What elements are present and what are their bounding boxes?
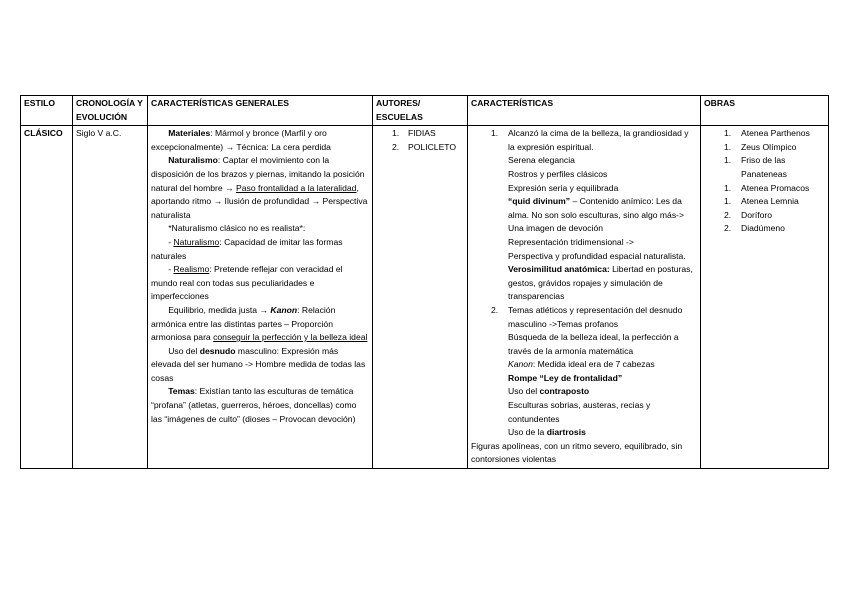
cell-caracteristicas (468, 126, 701, 469)
header-estilo: ESTILO (21, 96, 73, 126)
carac-item-2: 2. Temas atléticos y representación del desnudo masculino ->Temas profanos (491, 304, 683, 329)
carac-line: Representación tridimensional -> (508, 236, 634, 247)
header-caracteristicas-generales: CARACTERÍSTICAS GENERALES (148, 96, 373, 126)
list-item: 1. FIDIAS (392, 128, 436, 139)
carac-line: Esculturas sobrias, austeras, recias y contundentes (508, 400, 651, 424)
generales-equilibrio: Equilibrio, medida justa → Kanon: Relación armónica entre las distintas partes – Proporción armoniosa para conseguir la perfección y la belleza ideal (151, 304, 368, 343)
carac-line: Rostros y perfiles clásicos (508, 168, 608, 179)
carac-perspectiva: Perspectiva y profundidad espacial naturalista. Verosimilitud anatómica: Libertad en posturas, gestos, grávidos ropajes y simulación de transparencias (508, 250, 693, 302)
carac-line: Expresión seria y equilibrada (508, 182, 619, 193)
list-item: 2. Doríforo (724, 209, 773, 220)
carac-contraposto: Uso del contraposto (508, 386, 590, 397)
header-row (21, 96, 829, 126)
generales-naturalismo: Naturalismo: Captar el movimiento con la disposición de los brazos y piernas, imitando la posición natural del hombre → Paso frontalidad a la lateralidad, aportando ritmo → Ilusión de profundidad → Perspectiva naturalista (151, 155, 368, 220)
header-obras: OBRAS (701, 96, 829, 126)
generales-realismo-def: - Realismo: Pretende reflejar con veracidad el mundo real con todas sus peculiaridades e imperfecciones (151, 264, 343, 302)
cell-obras (701, 126, 829, 469)
list-item: 1. Atenea Lemnia (724, 196, 799, 207)
cell-autores (373, 126, 468, 469)
header-autores: AUTORES/ ESCUELAS (373, 96, 468, 126)
list-item: 2. Diadúmeno (724, 223, 785, 234)
cell-estilo: CLÁSICO (21, 126, 73, 469)
carac-kanon: Kanon: Medida ideal era de 7 cabezas (508, 359, 655, 370)
generales-nota: *Naturalismo clásico no es realista*: (168, 223, 306, 234)
cell-cronologia: Siglo V a.C. (73, 126, 148, 469)
carac-line: Serena elegancia (508, 155, 575, 166)
generales-desnudo: Uso del desnudo masculino: Expresión más elevada del ser humano -> Hombre medida de todas las cosas (151, 345, 366, 383)
list-item: 1. Atenea Parthenos (724, 128, 810, 139)
carac-item-1: 1. Alcanzó la cima de la belleza, la grandiosidad y la expresión espiritual. (491, 128, 689, 152)
header-caracteristicas: CARACTERÍSTICAS (468, 96, 701, 126)
list-item: 1. Zeus Olímpico (724, 141, 797, 152)
generales-naturalismo-def: - Naturalismo: Capacidad de imitar las formas naturales (151, 236, 343, 261)
generales-materiales: Materiales: Mármol y bronce (Marfil y oro excepcionalmente) → Técnica: La cera perdida (151, 128, 331, 152)
carac-diartrosis: Uso de la diartrosis (508, 427, 586, 438)
header-cronologia: CRONOLOGÍA Y EVOLUCIÓN (73, 96, 148, 126)
carac-line: Rompe “Ley de frontalidad” (508, 372, 623, 383)
list-item: 2. POLICLETO (392, 141, 457, 152)
carac-quid: “quid divinum” – Contenido anímico: Les da alma. No son solo esculturas, sino algo más-> Una imagen de devoción (508, 196, 685, 234)
art-table (20, 95, 829, 469)
carac-line: Búsqueda de la belleza ideal, la perfección a través de la armonía matemática (508, 332, 679, 356)
generales-temas: Temas: Existían tanto las esculturas de temática “profana” (atletas, guerreros, héroes, doncellas) como las “imágenes de culto” (dioses – Provocan devoción) (151, 386, 357, 424)
table-row (21, 126, 829, 469)
list-item: 1. Friso de las Panateneas (724, 155, 787, 179)
list-item: 1. Atenea Promacos (724, 182, 810, 193)
cell-generales (148, 126, 373, 469)
carac-final: Figuras apolíneas, con un ritmo severo, equilibrado, sin contorsiones violentas (471, 440, 683, 465)
